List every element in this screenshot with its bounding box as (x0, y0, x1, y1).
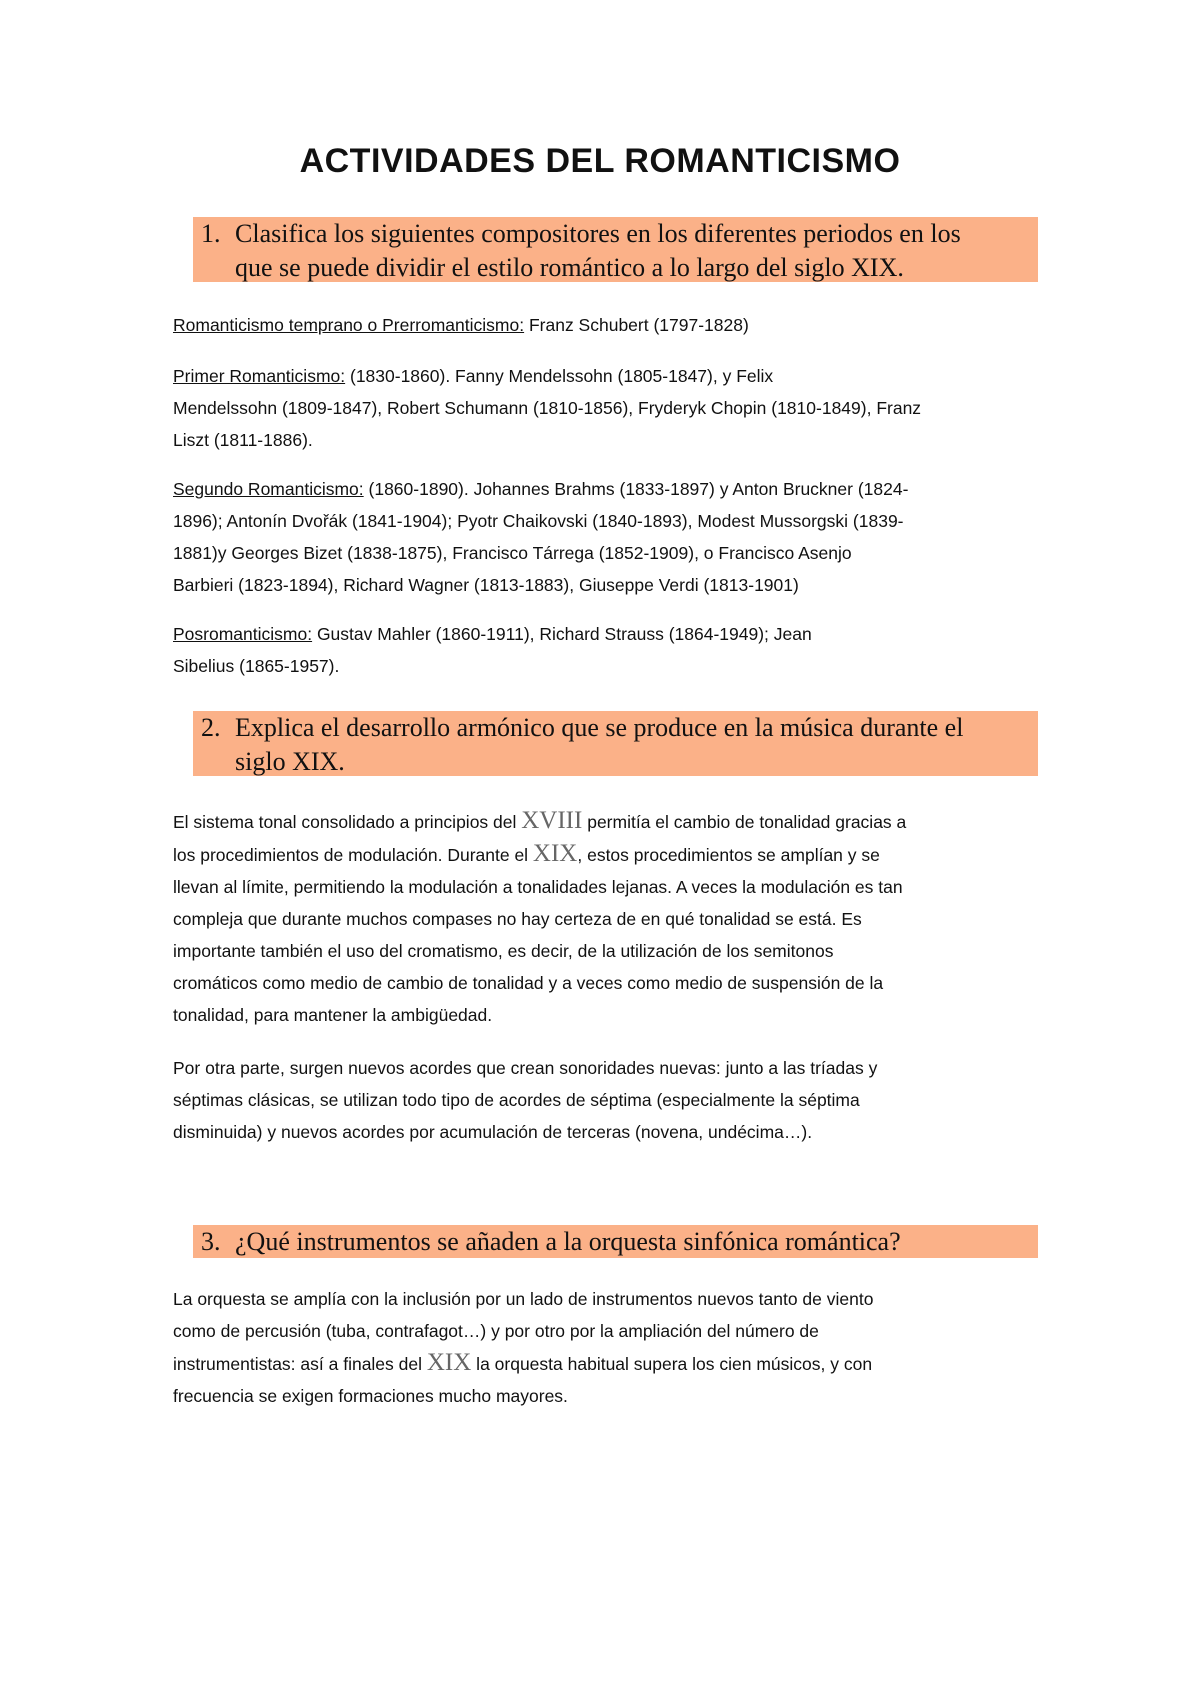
period-prerromanticismo: Romanticismo temprano o Prerromanticismo: Franz Schubert (1797-1828) (173, 315, 749, 335)
document-title: ACTIVIDADES DEL ROMANTICISMO (299, 142, 901, 180)
answer-2-paragraph-2: Por otra parte, surgen nuevos acordes que crean sonoridades nuevas: junto a las tríadas y séptimas clásicas, se utilizan todo tipo de acordes de séptima (especialmente la séptima disminuida) y nuevos acordes por acumulación de terceras (novena, undécima…). (173, 1058, 878, 1142)
period-primer-romanticismo: Primer Romanticismo: (1830-1860). Fanny Mendelssohn (1805-1847), y Felix Mendelssohn (1809-1847), Robert Schumann (1810-1856), Fryderyk Chopin (1810-1849), Franz Liszt (1811-1886). (173, 366, 922, 450)
question-2-number: 2. (201, 713, 221, 742)
period-label: Romanticismo temprano o Prerromanticismo: (173, 315, 525, 335)
period-label: Segundo Romanticismo: (173, 479, 364, 499)
question-3-line-1: 3. ¿Qué instrumentos se añaden a la orquesta sinfónica romántica? (201, 1225, 1030, 1259)
period-segundo-romanticismo: Segundo Romanticismo: (1860-1890). Johannes Brahms (1833-1897) y Anton Bruckner (1824- 1896); Antonín Dvořák (1841-1904); Pyotr Chaikovski (1840-1893), Modest Mussorgski (1839- 1881)y Georges Bizet (1838-1875), Francisco Tárrega (1852-1909), o Francisco Asenjo Barbieri (1823-1894), Richard Wagner (1813-1883), Giuseppe Verdi (1813-1901) (173, 479, 909, 595)
answer-3-paragraph: La orquesta se amplía con la inclusión por un lado de instrumentos nuevos tanto de viento como de percusión (tuba, contrafagot…) y por otro por la ampliación del número de instrumentistas: así a finales del XIX la orquesta habitual supera los cien músicos, y con frecuencia se exigen formaciones mucho mayores. (173, 1289, 874, 1406)
question-1-box (193, 217, 1038, 282)
question-3-box (193, 1225, 1038, 1258)
period-posromanticismo: Posromanticismo: Gustav Mahler (1860-1911), Richard Strauss (1864-1949); Jean Sibelius (1865-1957). (173, 624, 812, 676)
period-label: Primer Romanticismo: (173, 366, 346, 386)
century-numeral: XIX (426, 1349, 472, 1376)
question-3-number: 3. (201, 1227, 221, 1256)
period-label: Posromanticismo: (173, 624, 313, 644)
century-numeral: XVIII (521, 807, 583, 834)
question-1-line-1: 1. Clasifica los siguientes compositores en los diferentes periodos en los (201, 217, 1030, 251)
century-numeral: XIX (532, 840, 578, 867)
question-2-line-2: siglo XIX. (235, 747, 345, 776)
question-2-line-1: 2. Explica el desarrollo armónico que se produce en la música durante el (201, 711, 1030, 745)
question-1-line-2: que se puede dividir el estilo romántico a lo largo del siglo XIX. (235, 253, 904, 282)
question-2-box (193, 711, 1038, 776)
question-1-number: 1. (201, 219, 221, 248)
answer-2-paragraph-1: El sistema tonal consolidado a principios del XVIII permitía el cambio de tonalidad gracias a los procedimientos de modulación. Durante el XIX, estos procedimientos se amplían y se llevan al límite, permitiendo la modulación a tonalidades lejanas. A veces la modulación es tan compleja que durante muchos compases no hay certeza de en qué tonalidad se está. Es importante también el uso del cromatismo, es decir, de la utilización de los semitonos cromáticos como medio de cambio de tonalidad y a veces como medio de suspensión de la tonalidad, para mantener la ambigüedad. (173, 807, 907, 1025)
